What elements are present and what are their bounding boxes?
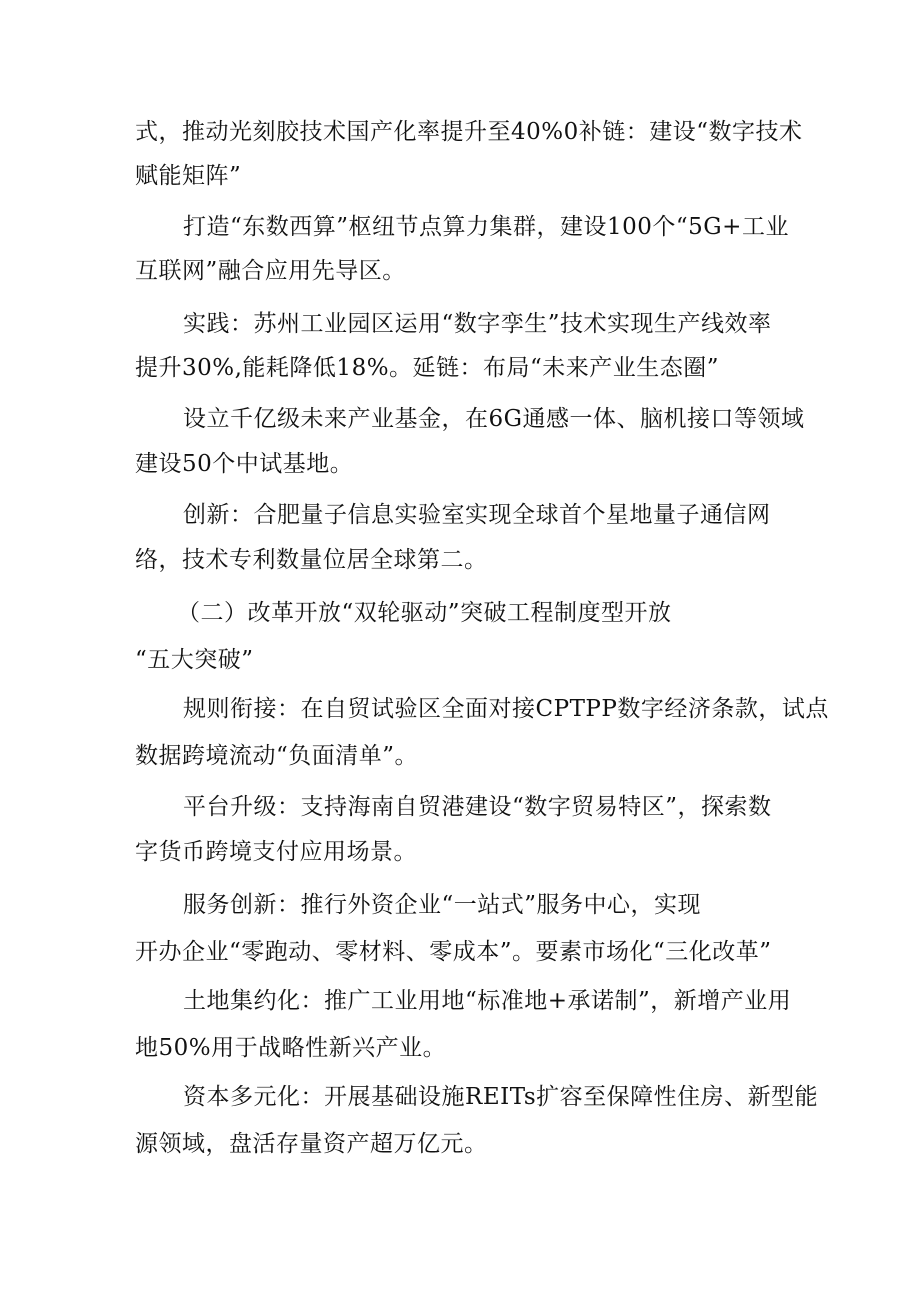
text-line: 实践：苏州工业园区运用“数字孪生”技术实现生产线效率 — [183, 311, 772, 337]
text-line: 平台升级：支持海南自贸港建设“数字贸易特区”，探索数 — [183, 794, 772, 820]
text-line: 资本多元化：开展基础设施REITs扩容至保障性住房、新型能 — [183, 1084, 819, 1110]
text-line: 互联网”融合应用先导区。 — [135, 258, 406, 284]
text-line: 提升30%,能耗降低18%。延链：布局“未来产业生态圈” — [135, 355, 720, 381]
text-line: 开办企业“零跑动、零材料、零成本”。要素市场化“三化改革” — [135, 939, 772, 965]
text-line: 土地集约化：推广工业用地“标准地+承诺制”，新增产业用 — [183, 988, 792, 1014]
section-subheading: “五大突破” — [135, 647, 254, 673]
text-line: 源领域，盘活存量资产超万亿元。 — [135, 1131, 488, 1157]
text-line: 设立千亿级未来产业基金，在6G通感一体、脑机接口等领域 — [183, 406, 805, 432]
text-line: 式，推动光刻胶技术国产化率提升至40%0补链：建设“数字技术 — [135, 119, 803, 145]
text-line: 字货币跨境支付应用场景。 — [135, 839, 417, 865]
text-line: 服务创新：推行外资企业“一站式”服务中心，实现 — [183, 892, 702, 918]
text-line: 建设50个中试基地。 — [135, 451, 354, 477]
text-line: 数据跨境流动“负面清单”。 — [135, 743, 419, 769]
section-heading: （二）改革开放“双轮驱动”突破工程制度型开放 — [177, 600, 672, 626]
text-line: 络，技术专利数量位居全球第二。 — [135, 547, 488, 573]
text-line: 赋能矩阵” — [135, 163, 242, 189]
text-line: 地50%用于战略性新兴产业。 — [135, 1035, 447, 1061]
text-line: 打造“东数西算”枢纽节点算力集群，建设100个“5G+工业 — [183, 214, 789, 240]
text-line: 创新：合肥量子信息实验室实现全球首个星地量子通信网 — [183, 502, 771, 528]
text-line: 规则衔接：在自贸试验区全面对接CPTPP数字经济条款，试点 — [183, 696, 829, 722]
